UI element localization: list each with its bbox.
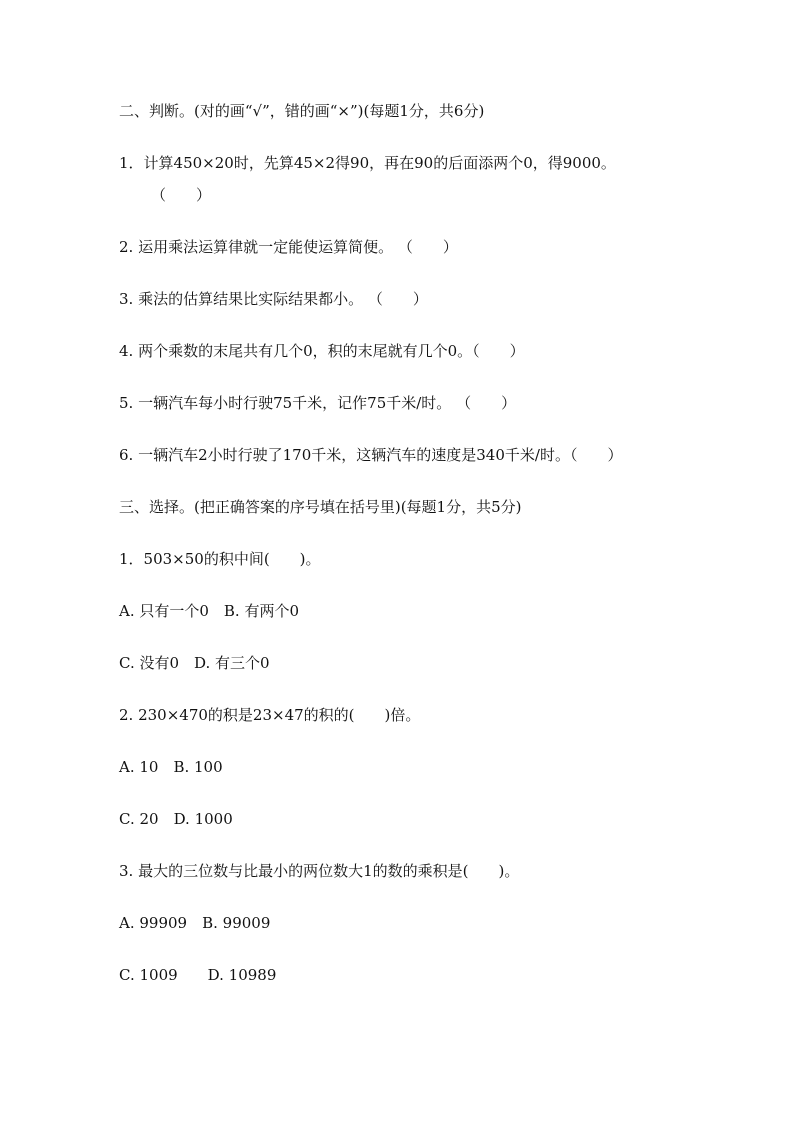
choice-question-1-options-ab: A. 只有一个0 B. 有两个0 [119, 602, 300, 620]
choice-question-1-options-cd: C. 没有0 D. 有三个0 [119, 654, 270, 672]
judgement-item-2: 2. 运用乘法运算律就一定能使运算简便。 （ ） [119, 238, 458, 256]
choice-question-2-options-ab: A. 10 B. 100 [119, 758, 223, 776]
choice-question-2-stem: 2. 230×470的积是23×47的积的( )倍。 [119, 706, 421, 724]
judgement-item-4: 4. 两个乘数的末尾共有几个0，积的末尾就有几个0。（ ） [119, 342, 525, 360]
section-3-heading: 三、选择。(把正确答案的序号填在括号里)(每题1分，共5分) [119, 498, 522, 516]
judgement-item-5: 5. 一辆汽车每小时行驶75千米，记作75千米/时。 （ ） [119, 394, 517, 412]
choice-question-1-stem: 1．503×50的积中间( )。 [119, 550, 321, 568]
judgement-item-1: 1．计算450×20时，先算45×2得90，再在90的后面添两个0，得9000。 [119, 154, 616, 172]
choice-question-3-options-cd: C. 1009 D. 10989 [119, 966, 277, 984]
choice-question-2-options-cd: C. 20 D. 1000 [119, 810, 233, 828]
judgement-item-6: 6. 一辆汽车2小时行驶了170千米，这辆汽车的速度是340千米/时。（ ） [119, 446, 623, 464]
choice-question-3-stem: 3. 最大的三位数与比最小的两位数大1的数的乘积是( )。 [119, 862, 520, 880]
choice-question-3-options-ab: A. 99909 B. 99009 [119, 914, 271, 932]
judgement-item-1-answer-bracket: （ ） [151, 186, 212, 204]
section-2-heading: 二、判断。(对的画“√”，错的画“×”)(每题1分，共6分) [119, 102, 485, 120]
judgement-item-3: 3. 乘法的估算结果比实际结果都小。 （ ） [119, 290, 428, 308]
